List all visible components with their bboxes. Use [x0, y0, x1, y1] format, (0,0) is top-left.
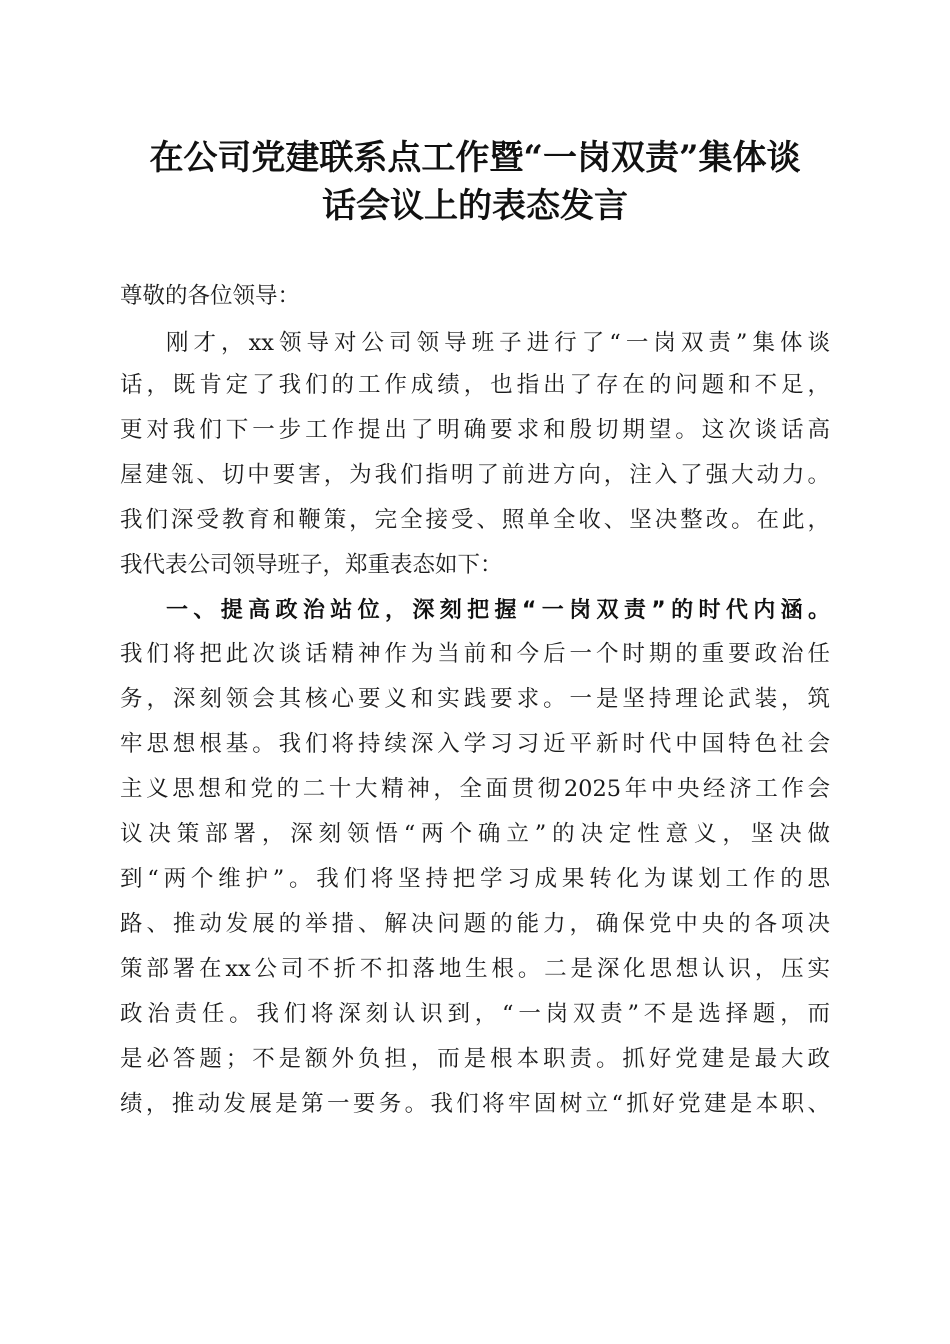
paragraph-line: 议决策部署，深刻领悟“两个确立”的决定性意义，坚决做 [120, 821, 830, 847]
paragraph-line: 务，深刻领会其核心要义和实践要求。一是坚持理论武装，筑 [120, 686, 830, 712]
paragraph-line: 主义思想和党的二十大精神，全面贯彻2025年中央经济工作会 [120, 776, 830, 802]
paragraph-line: 策部署在xx公司不折不扣落地生根。二是深化思想认识，压实 [120, 956, 830, 982]
paragraph-line: 我们深受教育和鞭策，完全接受、照单全收、坚决整改。在此， [120, 507, 830, 533]
salutation: 尊敬的各位领导： [120, 283, 301, 309]
document-title-line-1: 在公司党建联系点工作暨“一岗双责”集体谈 [149, 138, 801, 178]
paragraph-line: 我代表公司领导班子，郑重表态如下： [120, 552, 503, 578]
paragraph-line: 绩，推动发展是第一要务。我们将牢固树立“抓好党建是本职、 [120, 1091, 830, 1117]
paragraph-line: 话，既肯定了我们的工作成绩，也指出了存在的问题和不足， [120, 372, 830, 398]
paragraph-line: 刚才，xx领导对公司领导班子进行了“一岗双责”集体谈 [166, 330, 830, 356]
paragraph-line: 我们将把此次谈话精神作为当前和今后一个时期的重要政治任 [120, 641, 830, 667]
paragraph-line: 政治责任。我们将深刻认识到，“一岗双责”不是选择题，而 [120, 1001, 830, 1027]
document-title-line-2: 话会议上的表态发言 [322, 186, 628, 226]
paragraph-line: 路、推动发展的举措、解决问题的能力，确保党中央的各项决 [120, 911, 830, 937]
paragraph-line: 是必答题；不是额外负担，而是根本职责。抓好党建是最大政 [120, 1046, 830, 1072]
section-heading: 一、提高政治站位，深刻把握“一岗双责”的时代内涵。 [166, 598, 830, 623]
paragraph-line: 屋建瓴、切中要害，为我们指明了前进方向，注入了强大动力。 [120, 462, 830, 488]
paragraph-line: 牢思想根基。我们将持续深入学习习近平新时代中国特色社会 [120, 731, 830, 757]
paragraph-line: 更对我们下一步工作提出了明确要求和殷切期望。这次谈话高 [120, 417, 830, 443]
paragraph-line: 到“两个维护”。我们将坚持把学习成果转化为谋划工作的思 [120, 866, 830, 892]
